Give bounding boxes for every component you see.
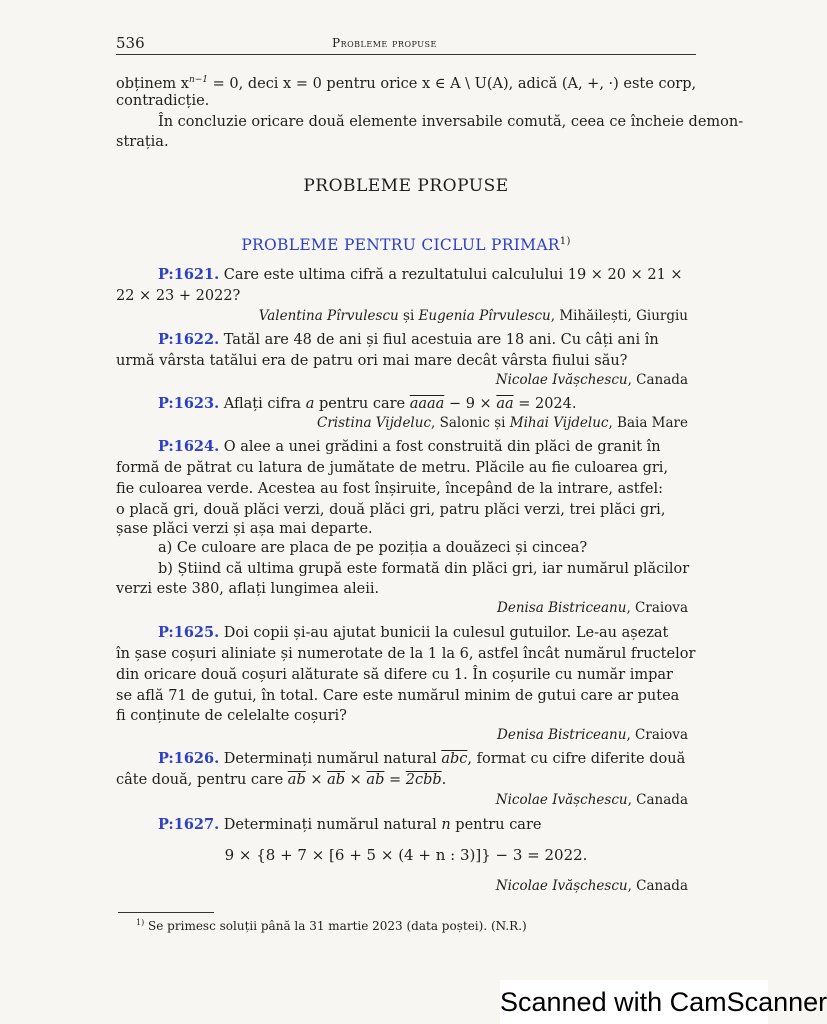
problem-1624-line-2: formă de pătrat cu latura de jumătate de metru. Plăcile au fie culoarea gri, bbox=[116, 460, 669, 476]
problem-id: P:1621. bbox=[158, 266, 220, 283]
page-header bbox=[116, 34, 696, 55]
scanner-watermark: Scanned with CamScanner bbox=[500, 980, 768, 1024]
problem-1625-line-2: în șase coșuri aliniate și numerotate de la 1 la 6, astfel încât numărul fructelor bbox=[116, 646, 696, 662]
problem-1623-author: Cristina Vijdeluc, Salonic și Mihai Vijdeluc, Baia Mare bbox=[316, 415, 688, 431]
running-title: Probleme propuse bbox=[332, 36, 437, 50]
problem-1621-line-1: P:1621. Care este ultima cifră a rezultatului calculului 19 × 20 × 21 × bbox=[158, 266, 683, 283]
problem-1625-line-4: se află 71 de gutui, în total. Care este numărul minim de gutui care ar putea bbox=[116, 688, 680, 704]
problem-id: P:1626. bbox=[158, 750, 220, 767]
problem-1624-line-1: P:1624. O alee a unei grădini a fost construită din plăci de granit în bbox=[158, 438, 661, 455]
problem-id: P:1625. bbox=[158, 624, 220, 641]
problem-1626-line-2: câte două, pentru care $\overline{ab} \times \overline{ab} \times \overline{ab} = 2cbb$. bbox=[116, 772, 447, 788]
footnote: $^{1)}$ Se primesc soluții până la 31 martie 2023 (data poștei). (N.R.) bbox=[136, 918, 527, 933]
problem-id: P:1627. bbox=[158, 816, 220, 833]
problem-id: P:1622. bbox=[158, 331, 220, 348]
problem-1626-line-1: P:1626. Determinați numărul natural $\overline{abc}$, format cu cifre diferite două bbox=[158, 750, 686, 767]
problem-1627-equation: 9 × {8 + 7 × [6 + 5 × (4 + n : 3)]} − 3 = 2022. bbox=[224, 846, 588, 864]
problem-1621-author: Valentina Pîrvulescu și Eugenia Pîrvulescu, Mihăilești, Giurgiu bbox=[258, 308, 688, 324]
problem-1622-line-1: P:1622. Tatăl are 48 de ani și fiul acestuia are 18 ani. Cu câți ani în bbox=[158, 331, 659, 348]
problem-1624-part-b-line-2: verzi este 380, aflați lungimea aleii. bbox=[116, 581, 380, 597]
problem-1625-line-1: P:1625. Doi copii și-au ajutat bunicii la culesul gutuilor. Le-au așezat bbox=[158, 624, 669, 641]
footnote-rule bbox=[118, 912, 214, 913]
section-title: PROBLEME PROPUSE bbox=[303, 176, 509, 196]
problem-1625-line-5: fi conținute de celelalte coșuri? bbox=[116, 708, 347, 724]
problem-1622-line-2: urmă vârsta tatălui era de patru ori mai mare decât vârsta fiului său? bbox=[116, 353, 628, 369]
subsection-title: PROBLEME PENTRU CICLUL PRIMAR$^{1)}$ bbox=[241, 236, 571, 255]
intro-line-1: obținem $x^{n-1} = 0$, deci x = 0 pentru orice x ∈ A \ U(A), adică (A, +, ·) este corp, bbox=[116, 75, 697, 92]
problem-1624-part-a: a) Ce culoare are placa de pe poziția a douăzeci și cincea? bbox=[158, 540, 588, 556]
problem-1626-author: Nicolae Ivășchescu, Canada bbox=[495, 792, 688, 808]
problem-id: P:1623. bbox=[158, 395, 220, 412]
problem-1621-line-2: 22 × 23 + 2022? bbox=[116, 288, 241, 304]
problem-1624-line-5: șase plăci verzi și așa mai departe. bbox=[116, 521, 373, 537]
problem-1625-author: Denisa Bistriceanu, Craiova bbox=[497, 727, 688, 743]
conclusion-line-2: strația. bbox=[116, 134, 169, 150]
problem-1624-line-4: o placă gri, două plăci verzi, două plăci gri, patru plăci verzi, trei plăci gri, bbox=[116, 502, 666, 518]
problem-1624-line-3: fie culoarea verde. Acestea au fost înșiruite, începând de la intrare, astfel: bbox=[116, 481, 664, 497]
intro-line-2: contradicție. bbox=[116, 93, 210, 109]
problem-1623-line-1: P:1623. Aflați cifra a pentru care aaaa − $9 \times \overline{aa} = 2024$. bbox=[158, 395, 577, 412]
conclusion-line-1: În concluzie oricare două elemente inversabile comută, ceea ce încheie demon- bbox=[158, 114, 744, 130]
problem-1624-part-b-line-1: b) Știind că ultima grupă este formată din plăci gri, iar numărul plăcilor bbox=[158, 561, 690, 577]
problem-id: P:1624. bbox=[158, 438, 220, 455]
problem-1627-line-1: P:1627. Determinați numărul natural n pentru care bbox=[158, 816, 542, 833]
problem-1624-author: Denisa Bistriceanu, Craiova bbox=[497, 600, 688, 616]
problem-1622-author: Nicolae Ivășchescu, Canada bbox=[495, 372, 688, 388]
problem-1625-line-3: din oricare două coșuri alăturate să difere cu 1. În coșurile cu număr impar bbox=[116, 667, 673, 683]
problem-1627-author: Nicolae Ivășchescu, Canada bbox=[495, 878, 688, 894]
page-number: 536 bbox=[116, 34, 145, 52]
